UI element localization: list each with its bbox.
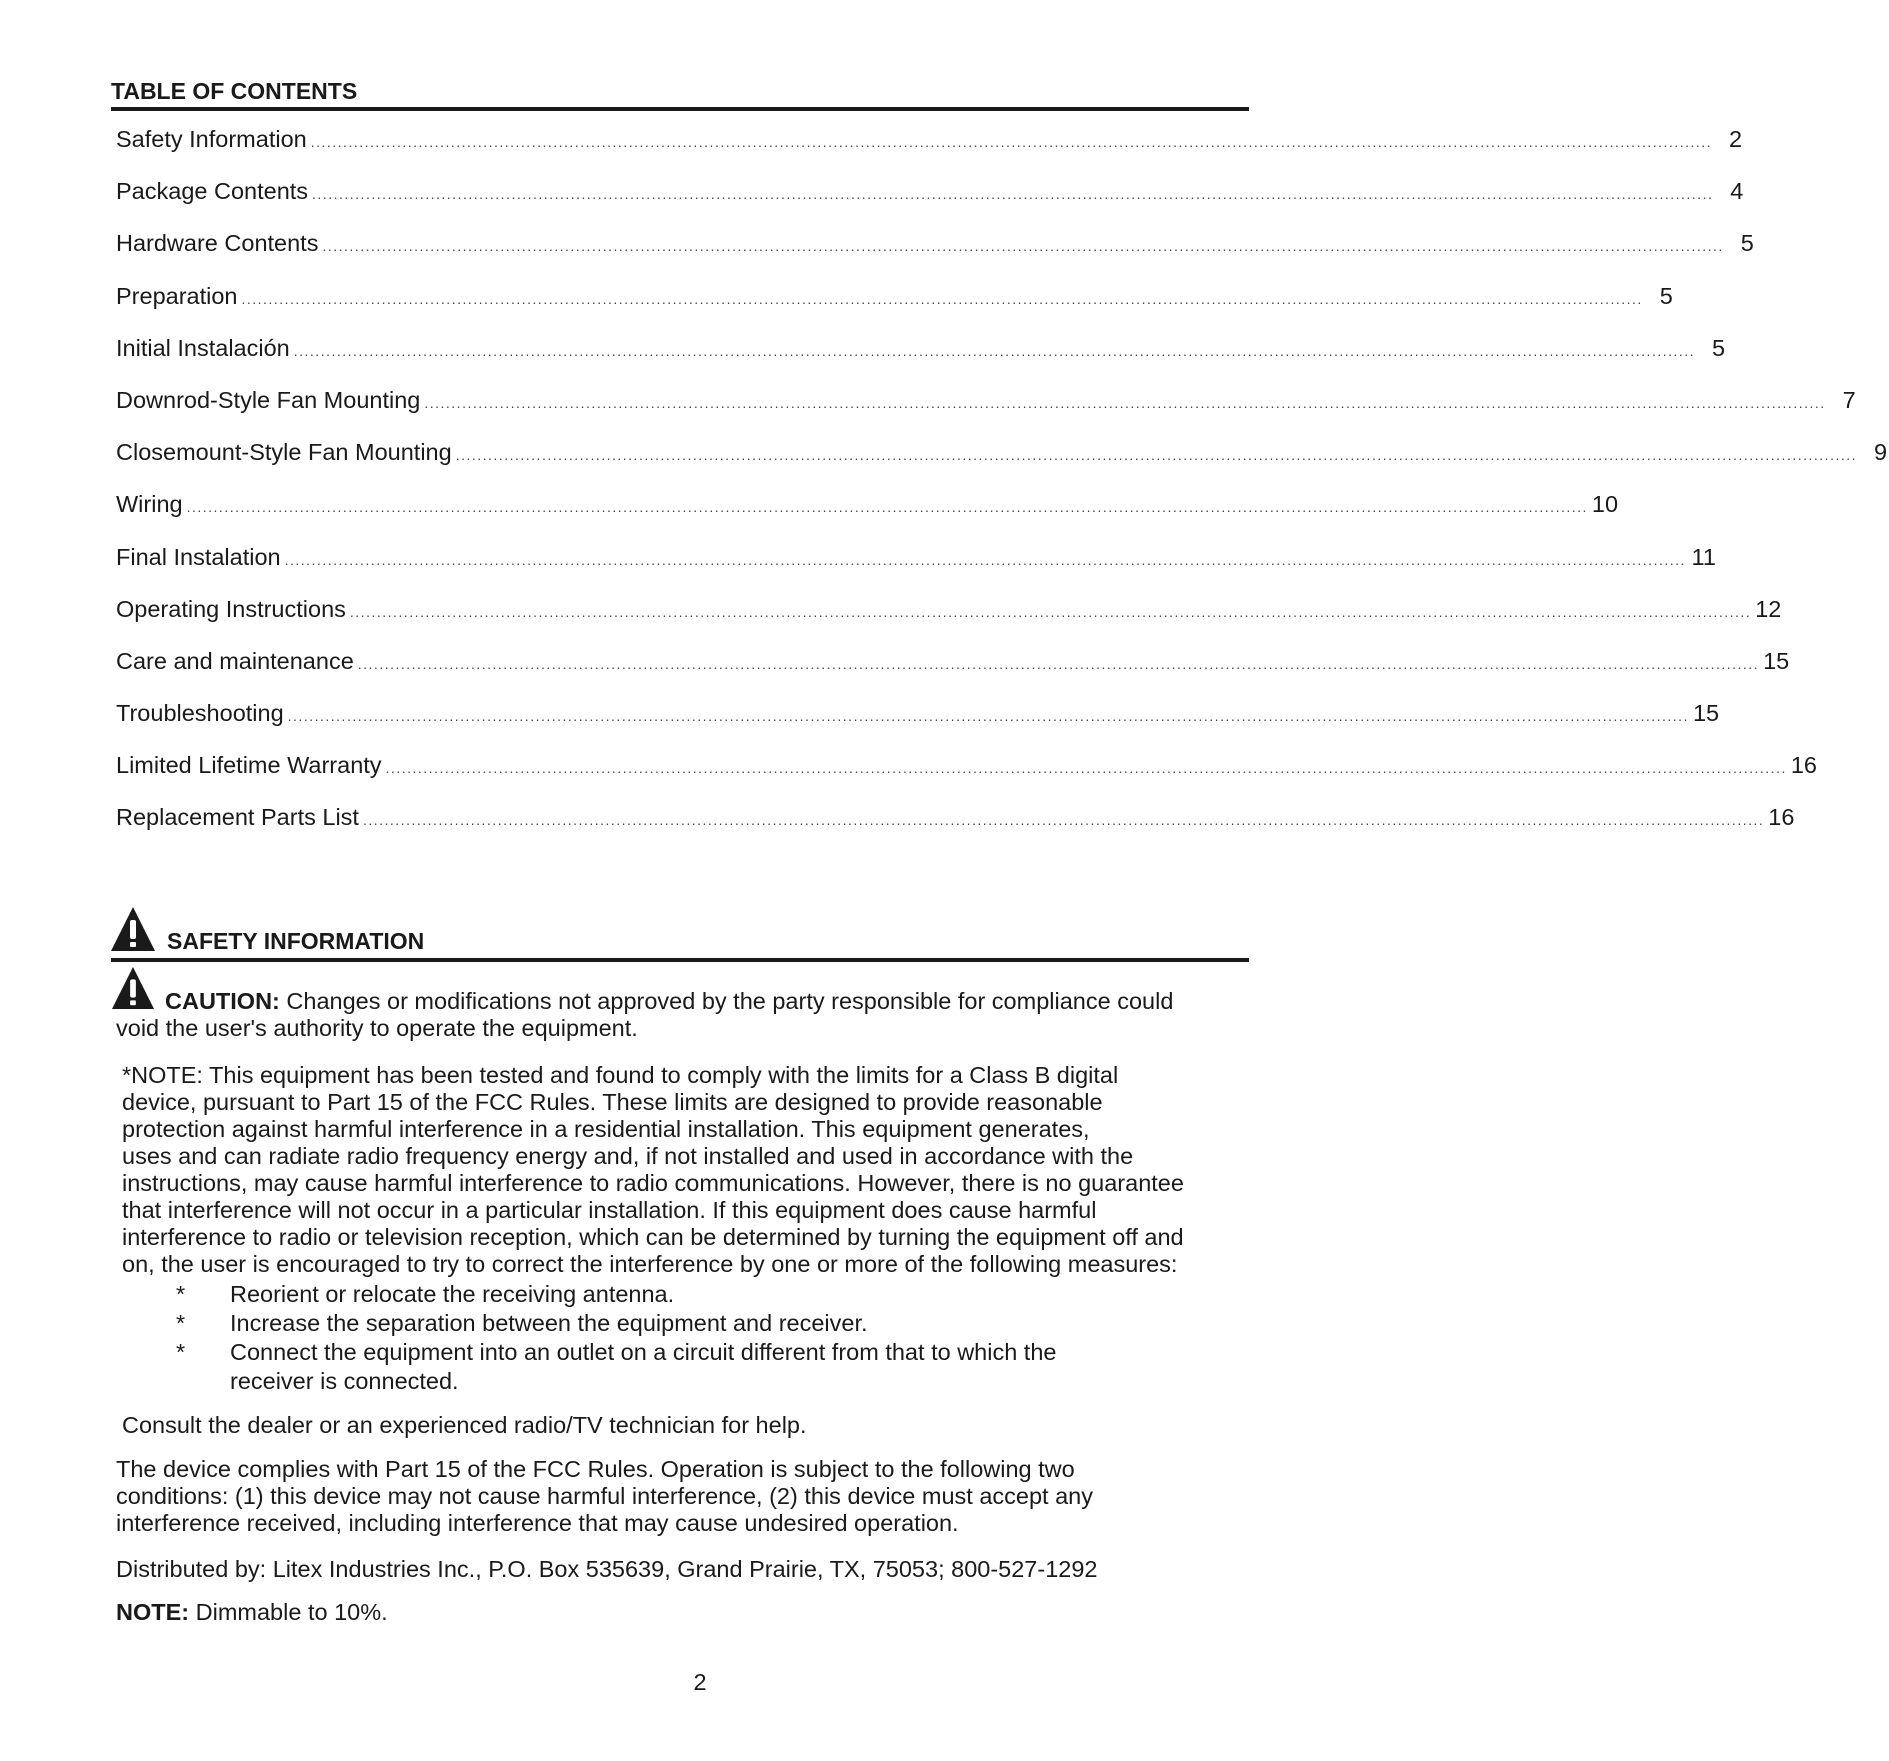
note-label: NOTE: [116, 1599, 190, 1625]
fcc-note-line: uses and can radiate radio frequency energy and, if not installed and used in accordance with the [122, 1143, 1134, 1169]
measure-item [176, 1280, 1176, 1309]
safety-heading [111, 928, 1249, 962]
toc-entry [116, 281, 1673, 333]
toc-entry-label: Initial Instalación [116, 334, 290, 361]
consult-paragraph: Consult the dealer or an experienced radio/TV technician for help. [122, 1412, 807, 1438]
toc-entry [116, 489, 1619, 541]
toc-entry [116, 698, 1720, 750]
fcc-note-line: on, the user is encouraged to try to correct the interference by one or more of the following measures: [122, 1251, 1178, 1277]
toc-leader-dots: .................................................................................................................................................................................................................................................................... [322, 238, 1724, 255]
toc-leader-dots: .................................................................................................................................................................................................................................................................... [310, 134, 1713, 150]
warning-triangle-icon [111, 966, 155, 1016]
toc-entry-label: Care and maintenance [116, 647, 354, 674]
toc-entry-label: Wiring [116, 491, 183, 518]
toc-entry-label: Safety Information [116, 126, 307, 152]
toc-entry-label: Troubleshooting [116, 700, 284, 727]
toc-entry-page: 2 [1728, 126, 1743, 152]
toc-entry [116, 124, 1743, 176]
toc-leader-dots: .................................................................................................................................................................................................................................................................... [455, 447, 1858, 464]
measure-text [230, 1280, 674, 1309]
caution-label: CAUTION: [165, 988, 280, 1014]
measure-item [176, 1338, 1176, 1396]
toc-entry-label: Preparation [116, 282, 238, 309]
toc-leader-dots: .................................................................................................................................................................................................................................................................... [284, 551, 1686, 568]
toc-entry [116, 594, 1782, 646]
toc-leader-dots: .................................................................................................................................................................................................................................................................... [287, 708, 1689, 725]
toc-leader-dots: .................................................................................................................................................................................................................................................................... [385, 760, 1787, 777]
toc-entry-page: 5 [1740, 230, 1754, 257]
toc-leader-dots: .................................................................................................................................................................................................................................................................... [186, 499, 1588, 516]
measure-text-line: Reorient or relocate the receiving antenna. [230, 1281, 675, 1307]
note-text: Dimmable to 10%. [195, 1599, 388, 1625]
toc-entry-label: Replacement Parts List [116, 804, 359, 831]
toc-entry-page: 16 [1768, 804, 1795, 831]
measure-text-line: Connect the equipment into an outlet on a circuit different from that to which the [230, 1339, 1057, 1365]
fcc-note-line: interference to radio or television reception, which can be determined by turning the equipment off and [122, 1224, 1184, 1250]
toc-entry [116, 176, 1744, 228]
toc-leader-dots: .................................................................................................................................................................................................................................................................... [424, 394, 1826, 411]
measure-text [230, 1309, 868, 1338]
fcc-note-line: *NOTE: This equipment has been tested and found to comply with the limits for a Class B digital [122, 1062, 1119, 1088]
fcc-note-line: that interference will not occur in a particular installation. If this equipment does cause harmful [122, 1197, 1097, 1223]
measure-item [176, 1309, 1176, 1338]
toc-entry [116, 437, 1888, 489]
toc-entry [116, 333, 1726, 385]
measure-text [230, 1338, 1056, 1396]
toc-entry [116, 385, 1856, 437]
distributor-paragraph: Distributed by: Litex Industries Inc., P.O. Box 535639, Grand Prairie, TX, 75053; 800-527-1292 [116, 1556, 1098, 1582]
toc-leader-dots: .................................................................................................................................................................................................................................................................... [312, 186, 1714, 203]
toc-entry-label: Operating Instructions [116, 595, 346, 622]
safety-heading-text: SAFETY INFORMATION [167, 928, 425, 954]
toc-entry-label: Downrod-Style Fan Mounting [116, 386, 421, 413]
toc-entry-label: Hardware Contents [116, 230, 319, 257]
fcc-note-paragraph [122, 1062, 1262, 1278]
toc-entry-label: Closemount-Style Fan Mounting [116, 439, 452, 466]
compliance-line: interference received, including interference that may cause undesired operation. [116, 1510, 959, 1536]
toc-entry [116, 750, 1817, 802]
toc-entry [116, 802, 1795, 854]
page-number: 2 [693, 1669, 707, 1695]
toc-entry-page: 5 [1711, 334, 1726, 361]
toc-leader-dots: .................................................................................................................................................................................................................................................................... [357, 655, 1760, 672]
bullet-marker: * [176, 1339, 186, 1365]
compliance-line: The device complies with Part 15 of the FCC Rules. Operation is subject to the following two [116, 1456, 1075, 1482]
toc-entry-page: 9 [1873, 439, 1888, 466]
toc-leader-dots: .................................................................................................................................................................................................................................................................... [293, 342, 1696, 359]
compliance-paragraph [116, 1456, 1093, 1537]
measure-text-line: Increase the separation between the equipment and receiver. [230, 1310, 868, 1336]
measure-text-line: receiver is connected. [230, 1368, 459, 1394]
toc-entry-label: Final Instalation [116, 543, 281, 570]
caution-text-line2: void the user's authority to operate the equipment. [116, 1015, 638, 1041]
toc-leader-dots: .................................................................................................................................................................................................................................................................... [362, 812, 1765, 829]
fcc-note-line: instructions, may cause harmful interference to radio communications. However, there is no guarantee [122, 1170, 1184, 1196]
fcc-note-line: device, pursuant to Part 15 of the FCC Rules. These limits are designed to provide reasonable [122, 1089, 1103, 1115]
compliance-line: conditions: (1) this device may not cause harmful interference, (2) this device must accept any [116, 1483, 1094, 1509]
bullet-marker: * [176, 1310, 186, 1336]
caution-text-line1: Changes or modifications not approved by the party responsible for compliance could [286, 988, 1174, 1014]
toc-entry-page: 7 [1842, 386, 1856, 413]
toc-entry-label: Package Contents [116, 178, 309, 205]
toc-entry-page: 5 [1659, 282, 1673, 309]
toc-entry [116, 646, 1790, 698]
caution-paragraph [116, 988, 1246, 1042]
toc-entry-page: 16 [1790, 752, 1817, 779]
warning-triangle-icon [110, 906, 156, 958]
toc-entry-label: Limited Lifetime Warranty [116, 752, 382, 779]
toc-entry-page: 11 [1691, 543, 1716, 570]
toc-leader-dots: .................................................................................................................................................................................................................................................................... [241, 290, 1643, 307]
dimmable-note [116, 1599, 388, 1626]
measures-list [176, 1280, 1176, 1396]
bullet-marker: * [176, 1281, 186, 1307]
toc-entry-page: 15 [1763, 647, 1790, 674]
toc-list [116, 124, 1888, 855]
toc-entry-page: 4 [1730, 178, 1744, 205]
toc-entry-page: 12 [1755, 595, 1782, 622]
toc-entry [116, 228, 1754, 280]
fcc-note-line: protection against harmful interference in a residential installation. This equipment generates, [122, 1116, 1090, 1142]
toc-leader-dots: .................................................................................................................................................................................................................................................................... [349, 603, 1752, 620]
toc-entry [116, 542, 1716, 594]
toc-entry-page: 10 [1591, 491, 1619, 518]
toc-heading: TABLE OF CONTENTS [111, 78, 1249, 111]
toc-entry-page: 15 [1692, 700, 1720, 727]
